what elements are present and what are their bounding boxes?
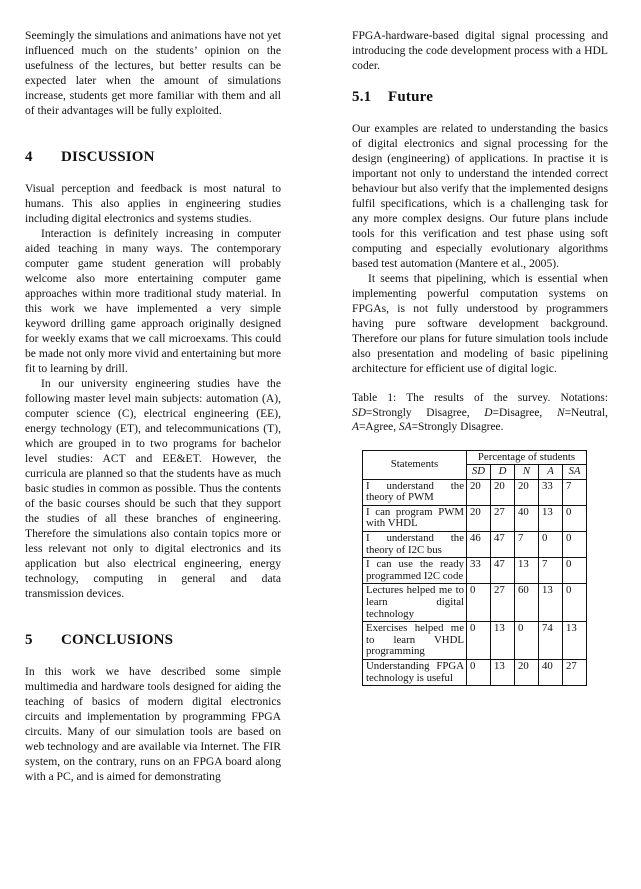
- value-cell: 33: [467, 558, 491, 584]
- abbr-d: D: [491, 465, 515, 480]
- value-cell: 0: [563, 532, 587, 558]
- value-cell: 0: [467, 622, 491, 660]
- value-cell: 0: [539, 532, 563, 558]
- value-cell: 60: [515, 584, 539, 622]
- abbr-sa: SA: [563, 465, 587, 480]
- future-title: Future: [388, 89, 434, 105]
- caption-abbr: SD: [352, 406, 366, 419]
- caption-text: =Strongly Disagree.: [411, 421, 504, 433]
- caption-abbr: SA: [398, 421, 412, 433]
- value-cell: 47: [491, 532, 515, 558]
- value-cell: 7: [515, 532, 539, 558]
- statement-cell: Lectures helped me to learn digital technology: [363, 584, 467, 622]
- value-cell: 40: [539, 660, 563, 686]
- table-caption: [352, 391, 608, 435]
- survey-table: [362, 450, 587, 687]
- conclusions-title: CONCLUSIONS: [61, 632, 174, 648]
- statement-cell: Exercises helped me to learn VHDL programming: [363, 622, 467, 660]
- right-column: [352, 28, 608, 686]
- future-paragraph-1: Our examples are related to understanding the basics of digital electronics and signal processing for the design (engineering) of applications. In practise it is important not only to understand the intended correct behaviour but also verify that the implemented designs fulfil specifications, which is a challenging task for any more complex designs. Our future plans include tools for this verification and test phase using soft computing and especially evolutionary algorithms based test automation (Mantere et al., 2005).: [352, 122, 608, 270]
- abbr-sd: SD: [467, 465, 491, 480]
- value-cell: 46: [467, 532, 491, 558]
- table-row: [363, 622, 587, 660]
- value-cell: 20: [491, 479, 515, 505]
- table-header-row: [363, 450, 587, 465]
- caption-abbr: A: [352, 421, 359, 433]
- conclusions-heading: [25, 631, 281, 649]
- conclusions-number: 5: [25, 632, 33, 648]
- discussion-title: DISCUSSION: [61, 149, 155, 165]
- future-number: 5.1: [352, 89, 372, 105]
- value-cell: 13: [539, 584, 563, 622]
- value-cell: 74: [539, 622, 563, 660]
- table-row: [363, 505, 587, 531]
- value-cell: 13: [563, 622, 587, 660]
- caption-text: =Strongly Disagree,: [365, 406, 485, 419]
- percentage-header: Percentage of students: [467, 450, 587, 465]
- value-cell: 20: [515, 660, 539, 686]
- discussion-number: 4: [25, 149, 33, 165]
- discussion-paragraph-3: In our university engineering studies have the following master level main subjects: automation (A), computer science (C), electrical engineering (EE), energy technology (ET), and telecommunications (T), which are grouped in to two programs for bachelor level studies: ACT and EE&ET. However, the curricula are planned so that the students have as much basic studies in common as possible. Thus the contents of the basic courses should be such that they support the studies of all these branches of engineering. Therefore the simulations also contain topics more or less relevant not only to digital electronics and its application but also electrical engineering, energy technology, computing in general and data transmission devices.: [25, 377, 281, 600]
- value-cell: 20: [467, 479, 491, 505]
- table-row: [363, 558, 587, 584]
- value-cell: 13: [539, 505, 563, 531]
- table-row: [363, 660, 587, 686]
- value-cell: 7: [563, 479, 587, 505]
- value-cell: 27: [491, 584, 515, 622]
- statements-header: Statements: [363, 450, 467, 479]
- value-cell: 20: [467, 505, 491, 531]
- table-row: [363, 532, 587, 558]
- future-paragraph-2: It seems that pipelining, which is essential when implementing powerful computation systems on FPGAs, is not fully understood by programmers having pure software development background. Therefore our plans for future simulation tools include also presentation and modeling of basic pipelining architecture for efficient use of digital logic.: [352, 272, 608, 375]
- conclusions-paragraph: In this work we have described some simple multimedia and hardware tools designed for aiding the teaching of basics of modern digital electronics circuits and implementation by programming FPGA circuits. Many of our simulation tools are based on web technology and are available via Internet. The FIR system, on the contrary, runs on an FPGA board along with a PC, and is aimed for demonstrating: [25, 665, 281, 783]
- value-cell: 0: [467, 660, 491, 686]
- abbr-a: A: [539, 465, 563, 480]
- discussion-paragraph-1: Visual perception and feedback is most natural to humans. This also applies in engineering studies including digital electronics and systems studies.: [25, 182, 281, 225]
- caption-abbr: N: [556, 406, 565, 419]
- statement-cell: I can use the ready programmed I2C code: [363, 558, 467, 584]
- statement-cell: I understand the theory of I2C bus: [363, 532, 467, 558]
- value-cell: 7: [539, 558, 563, 584]
- statement-cell: I understand the theory of PWM: [363, 479, 467, 505]
- discussion-paragraph-2: Interaction is definitely increasing in computer aided teaching in many ways. The contemporary computer game student generation will probably welcome also more entertaining computer game approaches within more traditional study material. In this work we have implemented a very simple keyword drilling game approach originally designed for weekly exams that we call microexams. This could be made not only more vivid and entertaining but more fit to learning by drill.: [25, 227, 281, 375]
- table-row: [363, 584, 587, 622]
- continued-paragraph: FPGA-hardware-based digital signal processing and introducing the code development process with a HDL coder.: [352, 29, 608, 72]
- caption-text: =Disagree,: [492, 406, 557, 419]
- table-row: [363, 479, 587, 505]
- discussion-heading: [25, 148, 281, 166]
- value-cell: 13: [515, 558, 539, 584]
- value-cell: 0: [467, 584, 491, 622]
- future-heading: [352, 88, 608, 106]
- value-cell: 33: [539, 479, 563, 505]
- value-cell: 27: [563, 660, 587, 686]
- statement-cell: I can program PWM with VHDL: [363, 505, 467, 531]
- value-cell: 27: [491, 505, 515, 531]
- value-cell: 0: [563, 558, 587, 584]
- value-cell: 47: [491, 558, 515, 584]
- value-cell: 0: [563, 584, 587, 622]
- caption-abbr: D: [484, 406, 493, 419]
- value-cell: 13: [491, 622, 515, 660]
- abbr-n: N: [515, 465, 539, 480]
- value-cell: 0: [563, 505, 587, 531]
- caption-text: =Neutral,: [564, 406, 608, 419]
- value-cell: 20: [515, 479, 539, 505]
- caption-text: =Agree,: [358, 421, 399, 433]
- value-cell: 0: [515, 622, 539, 660]
- caption-text: Table 1: The results of the survey. Notations:: [352, 392, 608, 404]
- intro-paragraph: Seemingly the simulations and animations have not yet influenced much on the students’ opinion on the usefulness of the lectures, but better results can be expected later when the amount of simulations increase, students get more familiar with them and all of their advantages will be fully exploited.: [25, 29, 281, 117]
- left-column: [25, 28, 281, 784]
- value-cell: 13: [491, 660, 515, 686]
- statement-cell: Understanding FPGA technology is useful: [363, 660, 467, 686]
- value-cell: 40: [515, 505, 539, 531]
